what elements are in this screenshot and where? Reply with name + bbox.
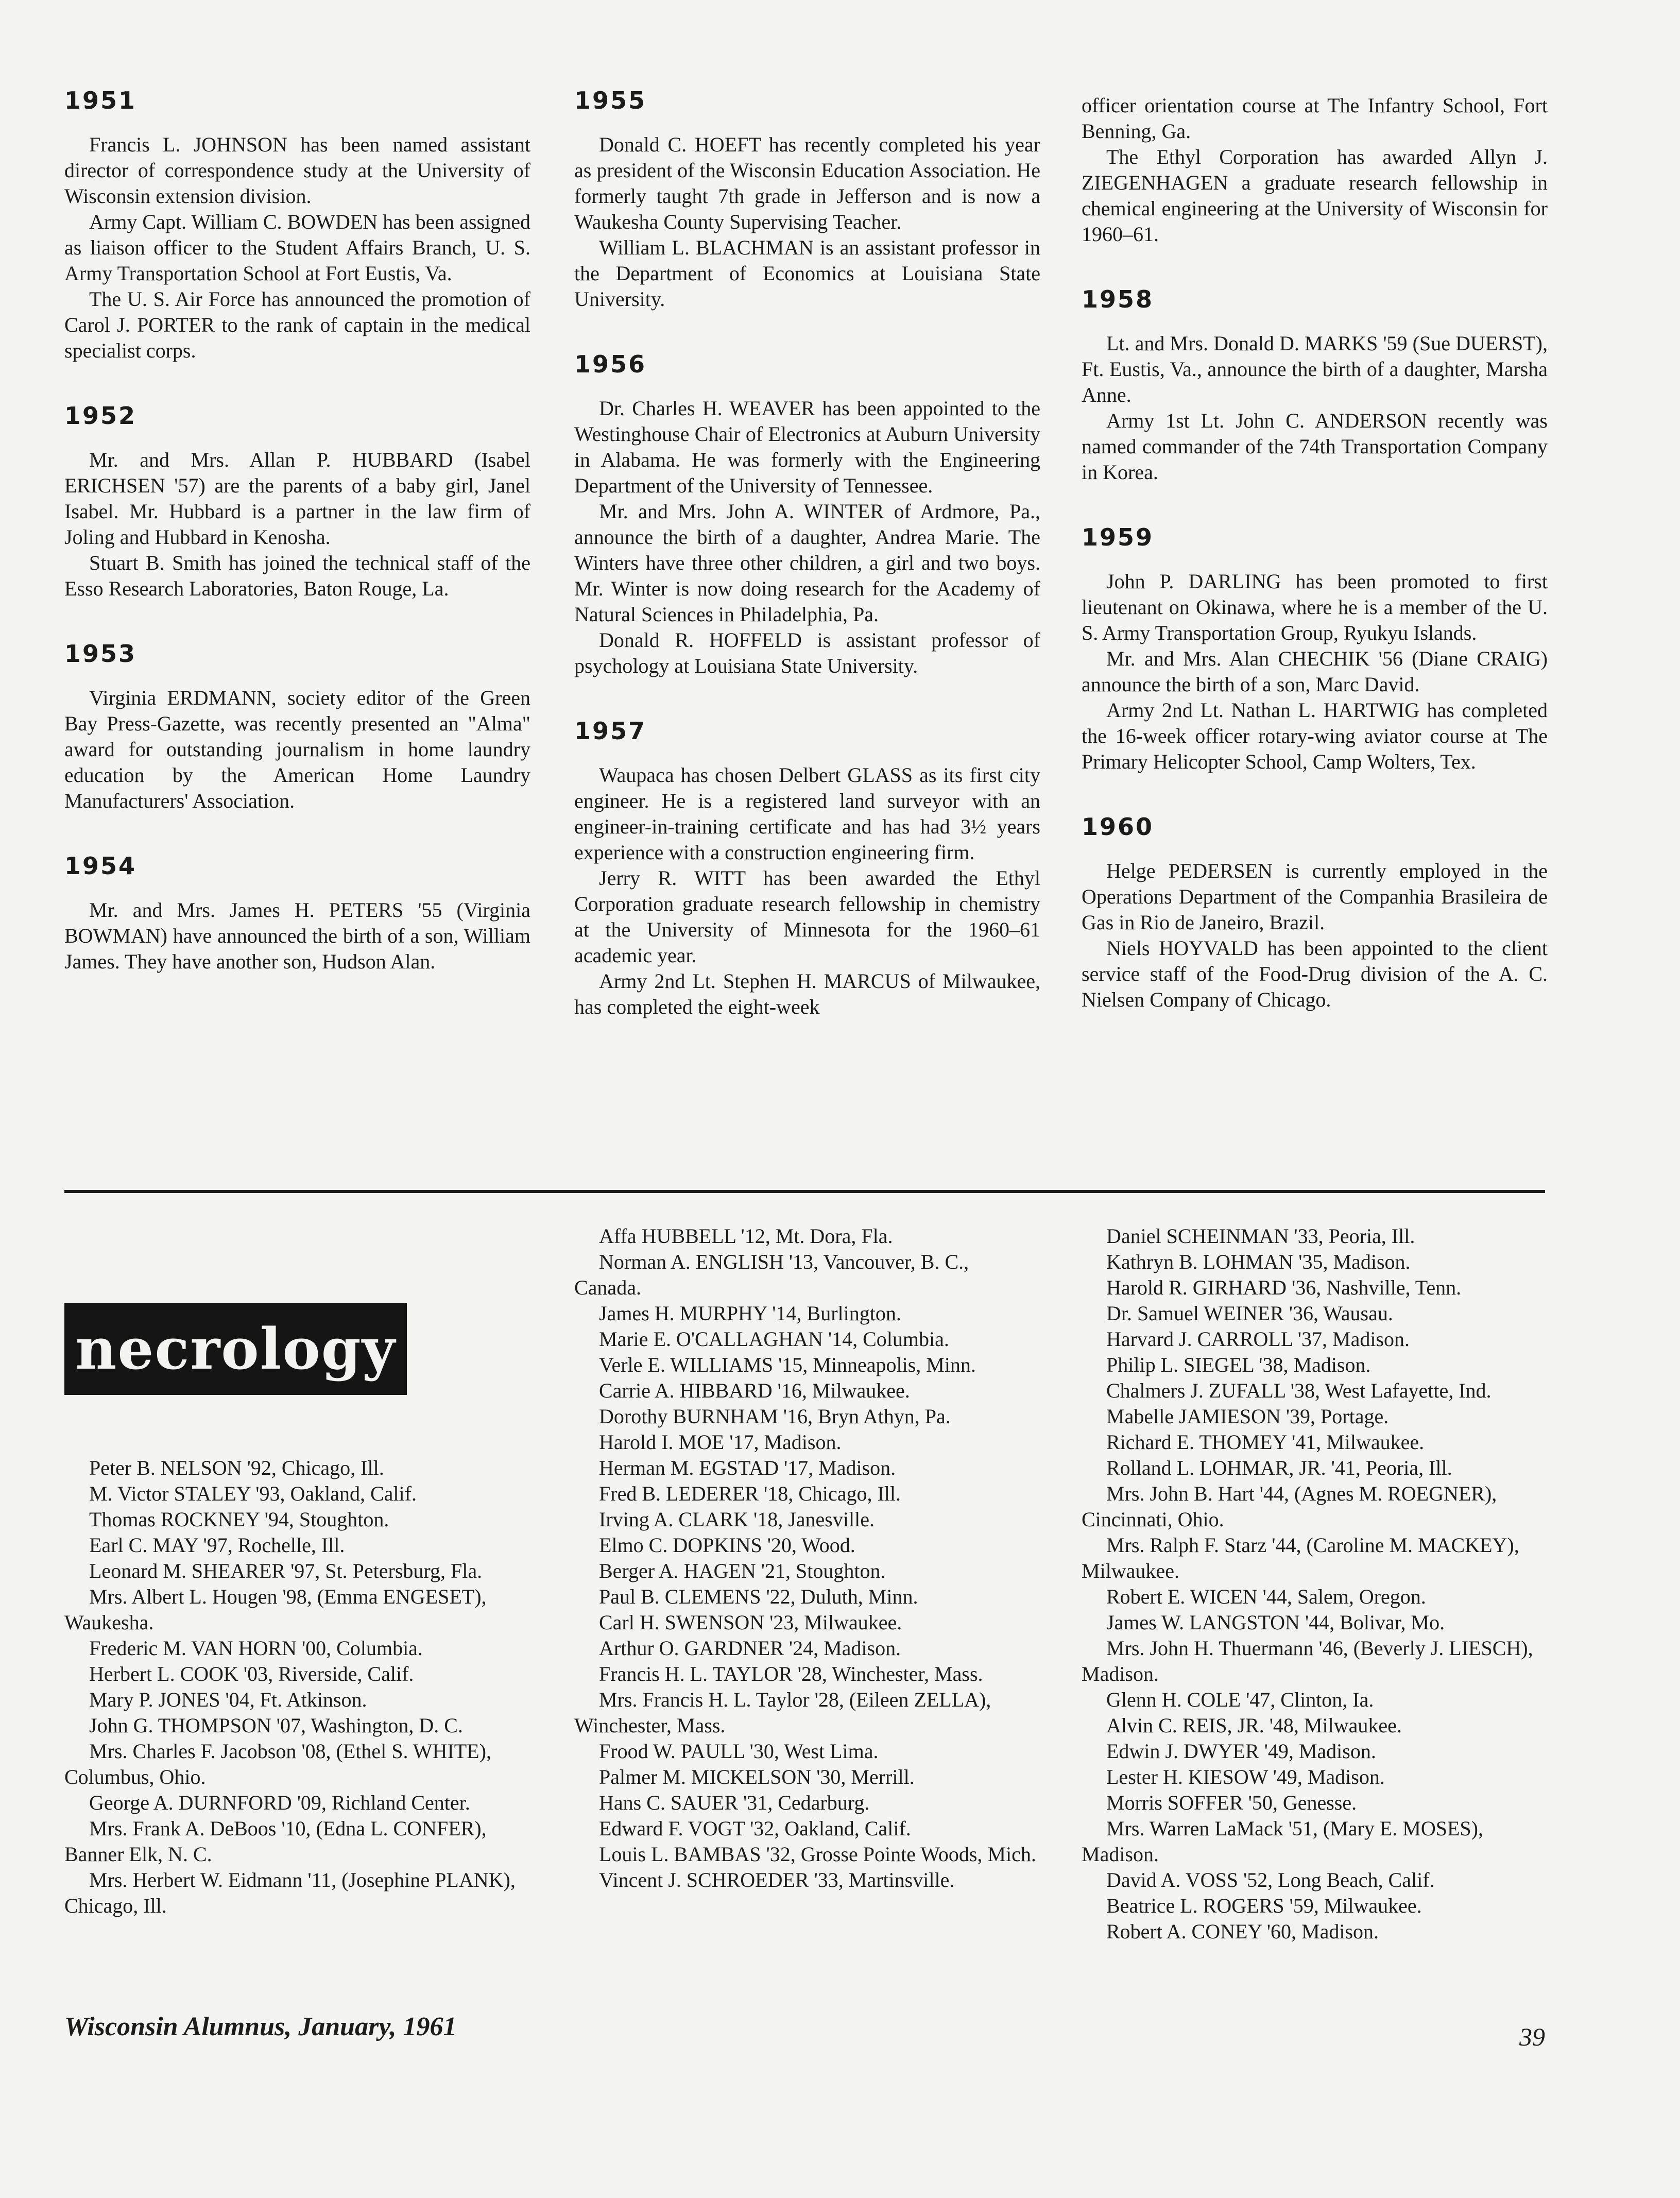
note-paragraph: Virginia ERDMANN, society editor of the Green Bay Press-Gazette, was recently presented an "Alma" award for outstanding journalism in home laundry education by the American Home Laundry Manufacturers' Association. (64, 686, 530, 812)
note-paragraph: Army Capt. William C. BOWDEN has been assigned as liaison officer to the Student Affairs Branch, U. S. Army Transportation School at Fort Eustis, Va. (64, 210, 530, 285)
necrology-heading: necrology (64, 1303, 407, 1395)
year-section (574, 719, 1040, 1020)
necrology-entry: Mary P. JONES '04, Ft. Atkinson. (89, 1688, 367, 1711)
year-section (1082, 525, 1548, 775)
note-paragraph: officer orientation course at The Infantry School, Fort Benning, Ga. (1082, 94, 1548, 143)
necrology-entry: George A. DURNFORD '09, Richland Center. (89, 1791, 470, 1814)
class-notes-column-1 (64, 89, 530, 1015)
necrology-entry: Frood W. PAULL '30, West Lima. (599, 1740, 879, 1763)
necrology-entry: Elmo C. DOPKINS '20, Wood. (599, 1534, 855, 1557)
necrology-entry: Philip L. SIEGEL '38, Madison. (1106, 1353, 1371, 1376)
necrology-entry: Glenn H. COLE '47, Clinton, Ia. (1106, 1688, 1374, 1711)
note-paragraph: Waupaca has chosen Delbert GLASS as its first city engineer. He is a registered land surveyor with an engineer-in-training certificate and has had 3½ years experience with a construction engineering firm. (574, 763, 1040, 864)
note-paragraph: Niels HOYVALD has been appointed to the client service staff of the Food-Drug division of the A. C. Nielsen Company of Chicago. (1082, 936, 1548, 1011)
necrology-entry: Verle E. WILLIAMS '15, Minneapolis, Minn. (599, 1353, 976, 1376)
necrology-entry: Harold I. MOE '17, Madison. (599, 1430, 842, 1454)
note-paragraph: Mr. and Mrs. Alan CHECHIK '56 (Diane CRAIG) announce the birth of a son, Marc David. (1082, 647, 1548, 696)
necrology-entry: John G. THOMPSON '07, Washington, D. C. (89, 1714, 463, 1737)
year-heading: 1956 (574, 350, 647, 378)
year-section (574, 352, 1040, 679)
necrology-entry: Hans C. SAUER '31, Cedarburg. (599, 1791, 870, 1814)
necrology-entry: Richard E. THOMEY '41, Milwaukee. (1106, 1430, 1425, 1454)
necrology-entry: Mrs. Herbert W. Eidmann '11, (Josephine PLANK), Chicago, Ill. (64, 1868, 516, 1917)
note-paragraph: Donald R. HOFFELD is assistant professor of psychology at Louisiana State University. (574, 628, 1040, 677)
necrology-entry: Irving A. CLARK '18, Janesville. (599, 1508, 875, 1531)
note-paragraph: Army 1st Lt. John C. ANDERSON recently was named commander of the 74th Transportation Company in Korea. (1082, 409, 1548, 484)
necrology-entry: Palmer M. MICKELSON '30, Merrill. (599, 1765, 915, 1788)
necrology-entry: Francis H. L. TAYLOR '28, Winchester, Mass. (599, 1662, 983, 1685)
necrology-column-3 (1082, 1223, 1548, 1945)
year-section (64, 642, 530, 814)
necrology-entry: Herman M. EGSTAD '17, Madison. (599, 1456, 896, 1479)
note-paragraph: Helge PEDERSEN is currently employed in the Operations Department of the Companhia Brasileira de Gas in Rio de Janeiro, Brazil. (1082, 859, 1548, 934)
note-paragraph: Army 2nd Lt. Nathan L. HARTWIG has completed the 16-week officer rotary-wing aviator course at The Primary Helicopter School, Camp Wolters, Tex. (1082, 698, 1548, 773)
note-paragraph: Mr. and Mrs. John A. WINTER of Ardmore, Pa., announce the birth of a daughter, Andrea Marie. The Winters have three other children, a girl and two boys. Mr. Winter is now doing research for the Academy of Natural Sciences in Philadelphia, Pa. (574, 500, 1040, 626)
necrology-entry: Kathryn B. LOHMAN '35, Madison. (1106, 1250, 1411, 1273)
necrology-entry: Dorothy BURNHAM '16, Bryn Athyn, Pa. (599, 1405, 951, 1428)
year-section (1082, 815, 1548, 1013)
necrology-entry: Fred B. LEDERER '18, Chicago, Ill. (599, 1482, 901, 1505)
necrology-entry: Paul B. CLEMENS '22, Duluth, Minn. (599, 1585, 918, 1608)
necrology-entry: Edwin J. DWYER '49, Madison. (1106, 1740, 1376, 1763)
necrology-entry: Peter B. NELSON '92, Chicago, Ill. (89, 1456, 384, 1479)
note-paragraph: Dr. Charles H. WEAVER has been appointed to the Westinghouse Chair of Electronics at Auburn University in Alabama. He was formerly with the Engineering Department of the University of Tennessee. (574, 397, 1040, 497)
necrology-entry: Marie E. O'CALLAGHAN '14, Columbia. (599, 1327, 949, 1351)
necrology-entry: Mrs. Ralph F. Starz '44, (Caroline M. MACKEY), Milwaukee. (1082, 1534, 1519, 1582)
necrology-entry: Carl H. SWENSON '23, Milwaukee. (599, 1611, 902, 1634)
note-paragraph: Francis L. JOHNSON has been named assistant director of correspondence study at the University of Wisconsin extension division. (64, 133, 530, 208)
note-paragraph: Jerry R. WITT has been awarded the Ethyl Corporation graduate research fellowship in chemistry at the University of Minnesota for the 1960–61 academic year. (574, 866, 1040, 967)
necrology-entry: Thomas ROCKNEY '94, Stoughton. (89, 1508, 389, 1531)
necrology-entry: Arthur O. GARDNER '24, Madison. (599, 1637, 901, 1660)
necrology-entry: Morris SOFFER '50, Genesse. (1106, 1791, 1357, 1814)
necrology-entry: Beatrice L. ROGERS '59, Milwaukee. (1106, 1894, 1422, 1917)
note-paragraph: William L. BLACHMAN is an assistant professor in the Department of Economics at Louisiana State University. (574, 236, 1040, 311)
year-heading: 1960 (1082, 813, 1154, 841)
year-heading: 1954 (64, 852, 137, 880)
necrology-entry: Harvard J. CARROLL '37, Madison. (1106, 1327, 1410, 1351)
necrology-entry: Earl C. MAY '97, Rochelle, Ill. (89, 1534, 345, 1557)
necrology-entry: Mabelle JAMIESON '39, Portage. (1106, 1405, 1389, 1428)
necrology-entry: Mrs. John B. Hart '44, (Agnes M. ROEGNER), Cincinnati, Ohio. (1082, 1482, 1497, 1531)
note-paragraph: Lt. and Mrs. Donald D. MARKS '59 (Sue DUERST), Ft. Eustis, Va., announce the birth of a daughter, Marsha Anne. (1082, 332, 1548, 406)
page-number: 39 (1519, 2022, 1545, 2051)
note-paragraph: The U. S. Air Force has announced the promotion of Carol J. PORTER to the rank of captain in the medical specialist corps. (64, 287, 530, 362)
necrology-entry: Herbert L. COOK '03, Riverside, Calif. (89, 1662, 414, 1685)
necrology-entry: Chalmers J. ZUFALL '38, West Lafayette, Ind. (1106, 1379, 1492, 1402)
necrology-entry: Daniel SCHEINMAN '33, Peoria, Ill. (1106, 1224, 1415, 1248)
necrology-entry: Mrs. John H. Thuermann '46, (Beverly J. LIESCH), Madison. (1082, 1637, 1533, 1685)
necrology-column-1 (64, 1455, 530, 1919)
year-heading: 1958 (1082, 285, 1154, 313)
necrology-entry: Harold R. GIRHARD '36, Nashville, Tenn. (1106, 1276, 1462, 1299)
necrology-entry: David A. VOSS '52, Long Beach, Calif. (1106, 1868, 1435, 1892)
necrology-column-2 (574, 1223, 1040, 1893)
necrology-entry: Edward F. VOGT '32, Oakland, Calif. (599, 1817, 911, 1840)
necrology-entry: Frederic M. VAN HORN '00, Columbia. (89, 1637, 423, 1660)
section-divider (64, 1190, 1545, 1193)
publication-footer: Wisconsin Alumnus, January, 1961 (64, 2012, 457, 2041)
year-heading: 1952 (64, 402, 137, 430)
year-section (64, 404, 530, 602)
year-heading: 1957 (574, 717, 647, 745)
continued-notes (1082, 93, 1548, 247)
note-paragraph: Mr. and Mrs. Allan P. HUBBARD (Isabel ERICHSEN '57) are the parents of a baby girl, Janel Isabel. Mr. Hubbard is a partner in the law firm of Joling and Hubbard in Kenosha. (64, 448, 530, 549)
necrology-entry: Berger A. HAGEN '21, Stoughton. (599, 1559, 886, 1582)
necrology-entry: Rolland L. LOHMAR, JR. '41, Peoria, Ill. (1106, 1456, 1452, 1479)
necrology-entry: James H. MURPHY '14, Burlington. (599, 1302, 901, 1325)
necrology-entry: Louis L. BAMBAS '32, Grosse Pointe Woods, Mich. (599, 1843, 1036, 1866)
necrology-entry: Carrie A. HIBBARD '16, Milwaukee. (599, 1379, 910, 1402)
necrology-entry: Mrs. Frank A. DeBoos '10, (Edna L. CONFER), Banner Elk, N. C. (64, 1817, 487, 1866)
necrology-entry: Lester H. KIESOW '49, Madison. (1106, 1765, 1385, 1788)
year-heading: 1959 (1082, 523, 1154, 551)
necrology-entry: Mrs. Francis H. L. Taylor '28, (Eileen ZELLA), Winchester, Mass. (574, 1688, 991, 1737)
necrology-entry: Robert E. WICEN '44, Salem, Oregon. (1106, 1585, 1426, 1608)
note-paragraph: Army 2nd Lt. Stephen H. MARCUS of Milwaukee, has completed the eight-week (574, 969, 1040, 1018)
necrology-entry: M. Victor STALEY '93, Oakland, Calif. (89, 1482, 417, 1505)
necrology-entry: Mrs. Albert L. Hougen '98, (Emma ENGESET), Waukesha. (64, 1585, 487, 1634)
necrology-entry: Alvin C. REIS, JR. '48, Milwaukee. (1106, 1714, 1402, 1737)
year-heading: 1955 (574, 87, 647, 114)
class-notes-column-2 (574, 89, 1040, 1060)
necrology-entry: Norman A. ENGLISH '13, Vancouver, B. C., Canada. (574, 1250, 969, 1299)
year-section (1082, 287, 1548, 485)
note-paragraph: John P. DARLING has been promoted to first lieutenant on Okinawa, where he is a member of the U. S. Army Transportation Group, Ryukyu Islands. (1082, 570, 1548, 644)
necrology-entry: Mrs. Charles F. Jacobson '08, (Ethel S. WHITE), Columbus, Ohio. (64, 1740, 491, 1788)
class-notes-column-3 (1082, 93, 1548, 1053)
note-paragraph: Donald C. HOEFT has recently completed his year as president of the Wisconsin Education Association. He formerly taught 7th grade in Jefferson and is now a Waukesha County Supervising Teacher. (574, 133, 1040, 233)
necrology-entry: Robert A. CONEY '60, Madison. (1106, 1920, 1379, 1943)
year-section (574, 89, 1040, 312)
year-heading: 1953 (64, 640, 137, 668)
year-heading: 1951 (64, 87, 137, 114)
necrology-entry: James W. LANGSTON '44, Bolivar, Mo. (1106, 1611, 1445, 1634)
necrology-entry: Affa HUBBELL '12, Mt. Dora, Fla. (599, 1224, 893, 1248)
necrology-entry: Vincent J. SCHROEDER '33, Martinsville. (599, 1868, 955, 1892)
year-section (64, 854, 530, 975)
note-paragraph: Stuart B. Smith has joined the technical staff of the Esso Research Laboratories, Baton Rouge, La. (64, 551, 530, 600)
note-paragraph: Mr. and Mrs. James H. PETERS '55 (Virginia BOWMAN) have announced the birth of a son, William James. They have another son, Hudson Alan. (64, 898, 530, 973)
necrology-entry: Dr. Samuel WEINER '36, Wausau. (1106, 1302, 1393, 1325)
necrology-entry: Leonard M. SHEARER '97, St. Petersburg, Fla. (89, 1559, 483, 1582)
necrology-entry: Mrs. Warren LaMack '51, (Mary E. MOSES), Madison. (1082, 1817, 1483, 1866)
year-section (64, 89, 530, 364)
note-paragraph: The Ethyl Corporation has awarded Allyn J. ZIEGENHAGEN a graduate research fellowship in chemical engineering at the University of Wisconsin for 1960–61. (1082, 145, 1548, 246)
